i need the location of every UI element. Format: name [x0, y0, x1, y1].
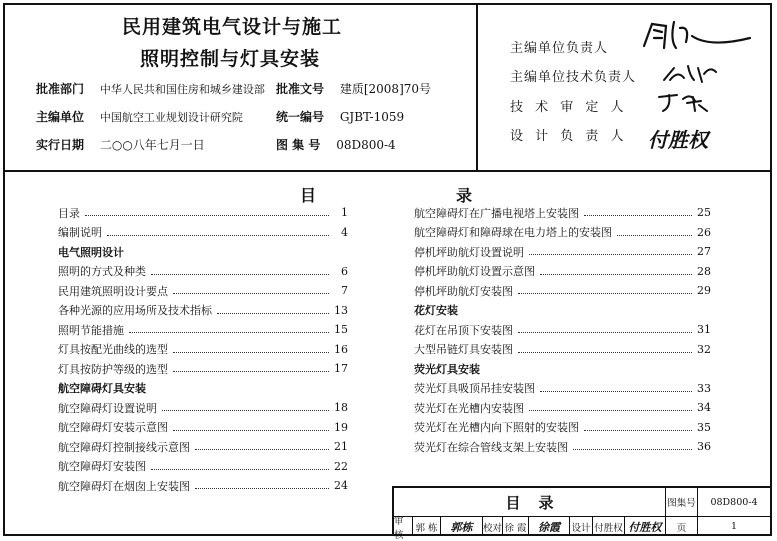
toc-entry[interactable] [414, 242, 711, 262]
responsible-label-2: 主编单位技术负责人 [510, 70, 637, 85]
toc-entry-title: 目录 [58, 206, 80, 220]
toc-dot-leader [518, 332, 692, 333]
toc-entry[interactable] [58, 320, 348, 340]
toc-entry-page: 17 [334, 362, 348, 376]
toc-entry[interactable] [414, 262, 711, 282]
toc-dot-leader [173, 352, 329, 353]
toc-entry-page: 31 [697, 323, 711, 337]
toc-entry-title: 花灯安装 [414, 304, 458, 318]
toc-entry[interactable] [58, 457, 348, 477]
meta-row-2 [36, 108, 243, 125]
toc-entry-title: 编制说明 [58, 226, 102, 240]
meta-value: 中国航空工业规划设计研究院 [99, 111, 243, 124]
toc-entry-title: 荧光灯具吸顶吊挂安装图 [414, 382, 535, 396]
meta-row-3b [276, 136, 396, 153]
meta-value: 中华人民共和国住房和城乡建设部 [99, 83, 265, 96]
toc-dot-leader [518, 352, 692, 353]
toc-dot-leader [529, 410, 692, 411]
toc-entry-title: 民用建筑照明设计要点 [58, 284, 168, 298]
toc-entry-title: 大型吊链灯具安装图 [414, 343, 513, 357]
tb-design-label: 设计 [571, 522, 591, 534]
signature-4: 付胜权 [648, 128, 708, 152]
tb-atlas-label: 图集号 [667, 498, 696, 509]
toc-dot-leader [151, 469, 329, 470]
toc-entry-page: 33 [697, 381, 711, 395]
toc-section-heading [58, 379, 348, 399]
toc-section-heading [58, 242, 348, 262]
toc-dot-leader [617, 235, 692, 236]
tb-check-label: 校对 [483, 522, 503, 534]
toc-heading-left: 目 [300, 186, 317, 205]
meta-value: 二○○八年七月一日 [99, 138, 205, 152]
tb-check-signature: 徐霞 [538, 520, 560, 534]
toc-entry-page: 7 [341, 284, 348, 298]
toc-entry-page: 35 [697, 420, 711, 434]
toc-section-heading [414, 359, 711, 379]
toc-entry-title: 航空障碍灯和障碍球在电力塔上的安装图 [414, 226, 612, 240]
toc-entry-page: 26 [697, 225, 711, 239]
toc-dot-leader [540, 274, 692, 275]
toc-entry-title: 航空障碍灯在广播电视塔上安装图 [414, 206, 579, 220]
toc-entry-title: 荧光灯在光槽内安装图 [414, 401, 524, 415]
toc-entry[interactable] [58, 437, 348, 457]
toc-entry-page: 15 [334, 323, 348, 337]
toc-entry-page: 19 [334, 420, 348, 434]
signature-3 [655, 89, 715, 115]
toc-entry-title: 航空障碍灯控制接线示意图 [58, 440, 190, 454]
toc-entry[interactable] [414, 418, 711, 438]
toc-entry-title: 各种光源的应用场所及技术指标 [58, 304, 212, 318]
toc-dot-leader [173, 430, 329, 431]
toc-entry-page: 1 [341, 206, 348, 220]
responsible-label-3: 技 术 审 定 人 [510, 100, 628, 115]
toc-dot-leader [195, 488, 329, 489]
toc-dot-leader [584, 215, 692, 216]
responsible-label-1: 主编单位负责人 [510, 41, 609, 56]
meta-label: 实行日期 [36, 138, 85, 152]
toc-dot-leader [173, 371, 329, 372]
tb-review-name: 郭 栋 [415, 522, 438, 534]
tb-check-name: 徐 霞 [504, 522, 527, 534]
toc-entry-page: 22 [334, 459, 348, 473]
meta-label: 批准部门 [36, 82, 85, 96]
toc-entry[interactable] [414, 223, 711, 243]
tb-page-no: 1 [730, 521, 738, 532]
toc-heading-right: 录 [456, 186, 473, 205]
toc-dot-leader [151, 274, 329, 275]
toc-entry[interactable] [58, 398, 348, 418]
toc-dot-leader [162, 410, 329, 411]
title-line-1: 民用建筑电气设计与施工 [122, 16, 343, 38]
toc-entry-page: 16 [334, 342, 348, 356]
toc-entry-title: 航空障碍灯安装示意图 [58, 421, 168, 435]
toc-entry-page: 13 [334, 303, 348, 317]
toc-entry-page: 6 [341, 264, 348, 278]
toc-entry[interactable] [58, 359, 348, 379]
toc-entry-page: 4 [341, 225, 348, 239]
toc-entry-page: 36 [697, 440, 711, 454]
toc-entry-title: 停机坪助航灯设置说明 [414, 245, 524, 259]
toc-entry-page: 32 [697, 342, 711, 356]
toc-entry-title: 花灯在吊顶下安装图 [414, 323, 513, 337]
meta-row-2b [276, 108, 404, 125]
toc-entry[interactable] [58, 262, 348, 282]
toc-entry-page: 28 [697, 264, 711, 278]
toc-entry[interactable] [58, 340, 348, 360]
toc-entry-page: 18 [334, 401, 348, 415]
toc-section-heading [414, 301, 711, 321]
toc-entry[interactable] [58, 281, 348, 301]
meta-value: 建质[2008]70号 [339, 82, 432, 96]
toc-entry[interactable] [58, 223, 348, 243]
toc-entry-title: 照明的方式及种类 [58, 265, 146, 279]
meta-label: 统一编号 [276, 110, 325, 124]
toc-dot-leader [573, 449, 692, 450]
toc-dot-leader [85, 215, 329, 216]
toc-entry-page: 29 [697, 284, 711, 298]
toc-entry[interactable] [414, 320, 711, 340]
meta-value: GJBT-1059 [339, 110, 405, 124]
toc-entry[interactable] [414, 398, 711, 418]
toc-entry-page: 24 [334, 479, 348, 493]
toc-entry-page: 27 [697, 245, 711, 259]
toc-entry-title: 灯具按防护等级的选型 [58, 362, 168, 376]
responsible-label-4: 设 计 负 责 人 [510, 129, 628, 144]
toc-entry-title: 电气照明设计 [58, 245, 124, 259]
toc-entry-title: 航空障碍灯在烟囱上安装图 [58, 479, 190, 493]
meta-label: 批准文号 [276, 82, 325, 96]
toc-entry[interactable] [58, 203, 348, 223]
toc-dot-leader [129, 332, 329, 333]
toc-entry[interactable] [414, 379, 711, 399]
toc-entry-page: 34 [697, 401, 711, 415]
toc-entry-title: 荧光灯具安装 [414, 362, 480, 376]
toc-dot-leader [107, 235, 329, 236]
signature-1 [640, 18, 755, 54]
toc-dot-leader [540, 391, 692, 392]
toc-entry-page: 25 [697, 206, 711, 220]
toc-entry-title: 停机坪助航灯设置示意图 [414, 265, 535, 279]
toc-dot-leader [195, 449, 329, 450]
toc-dot-leader [173, 293, 329, 294]
toc-dot-leader [529, 254, 692, 255]
toc-entry-title: 航空障碍灯安装图 [58, 460, 146, 474]
toc-entry[interactable] [58, 476, 348, 496]
toc-dot-leader [217, 313, 329, 314]
meta-label: 主编单位 [36, 110, 85, 124]
toc-dot-leader [584, 430, 692, 431]
tb-atlas-no: 08D800-4 [710, 496, 758, 508]
toc-right-column [414, 203, 711, 457]
header-divider-horizontal [4, 170, 771, 172]
title-line-2: 照明控制与灯具安装 [140, 48, 321, 70]
toc-entry-title: 荧光灯在综合管线支架上安装图 [414, 440, 568, 454]
tb-title: 目录 [505, 493, 572, 512]
toc-entry[interactable] [414, 340, 711, 360]
toc-left-column [58, 203, 348, 496]
toc-entry[interactable] [414, 281, 711, 301]
signature-2 [660, 60, 720, 86]
tb-page-label: 页 [676, 522, 687, 534]
tb-review-label: 审核 [394, 515, 404, 541]
meta-label: 图 集 号 [276, 138, 321, 152]
tb-review-signature: 郭栋 [450, 520, 473, 534]
toc-entry-title: 照明节能措施 [58, 323, 124, 337]
toc-entry[interactable] [58, 418, 348, 438]
toc-entry[interactable] [58, 301, 348, 321]
meta-row-1 [36, 80, 265, 97]
header-divider-vertical [476, 4, 478, 170]
toc-entry-title: 荧光灯在光槽内向下照射的安装图 [414, 421, 579, 435]
meta-value: 08D800-4 [336, 138, 396, 152]
toc-entry[interactable] [414, 203, 711, 223]
meta-row-3 [36, 136, 205, 153]
toc-entry[interactable] [414, 437, 711, 457]
toc-entry-title: 航空障碍灯具安装 [58, 382, 146, 396]
toc-dot-leader [518, 293, 692, 294]
toc-entry-title: 灯具按配光曲线的选型 [58, 343, 168, 357]
toc-entry-title: 航空障碍灯设置说明 [58, 401, 157, 415]
meta-row-1b [276, 80, 431, 97]
tb-design-signature: 付胜权 [628, 520, 662, 534]
tb-design-name: 付胜权 [594, 522, 623, 534]
toc-entry-page: 21 [334, 440, 348, 454]
toc-entry-title: 停机坪助航灯安装图 [414, 284, 513, 298]
